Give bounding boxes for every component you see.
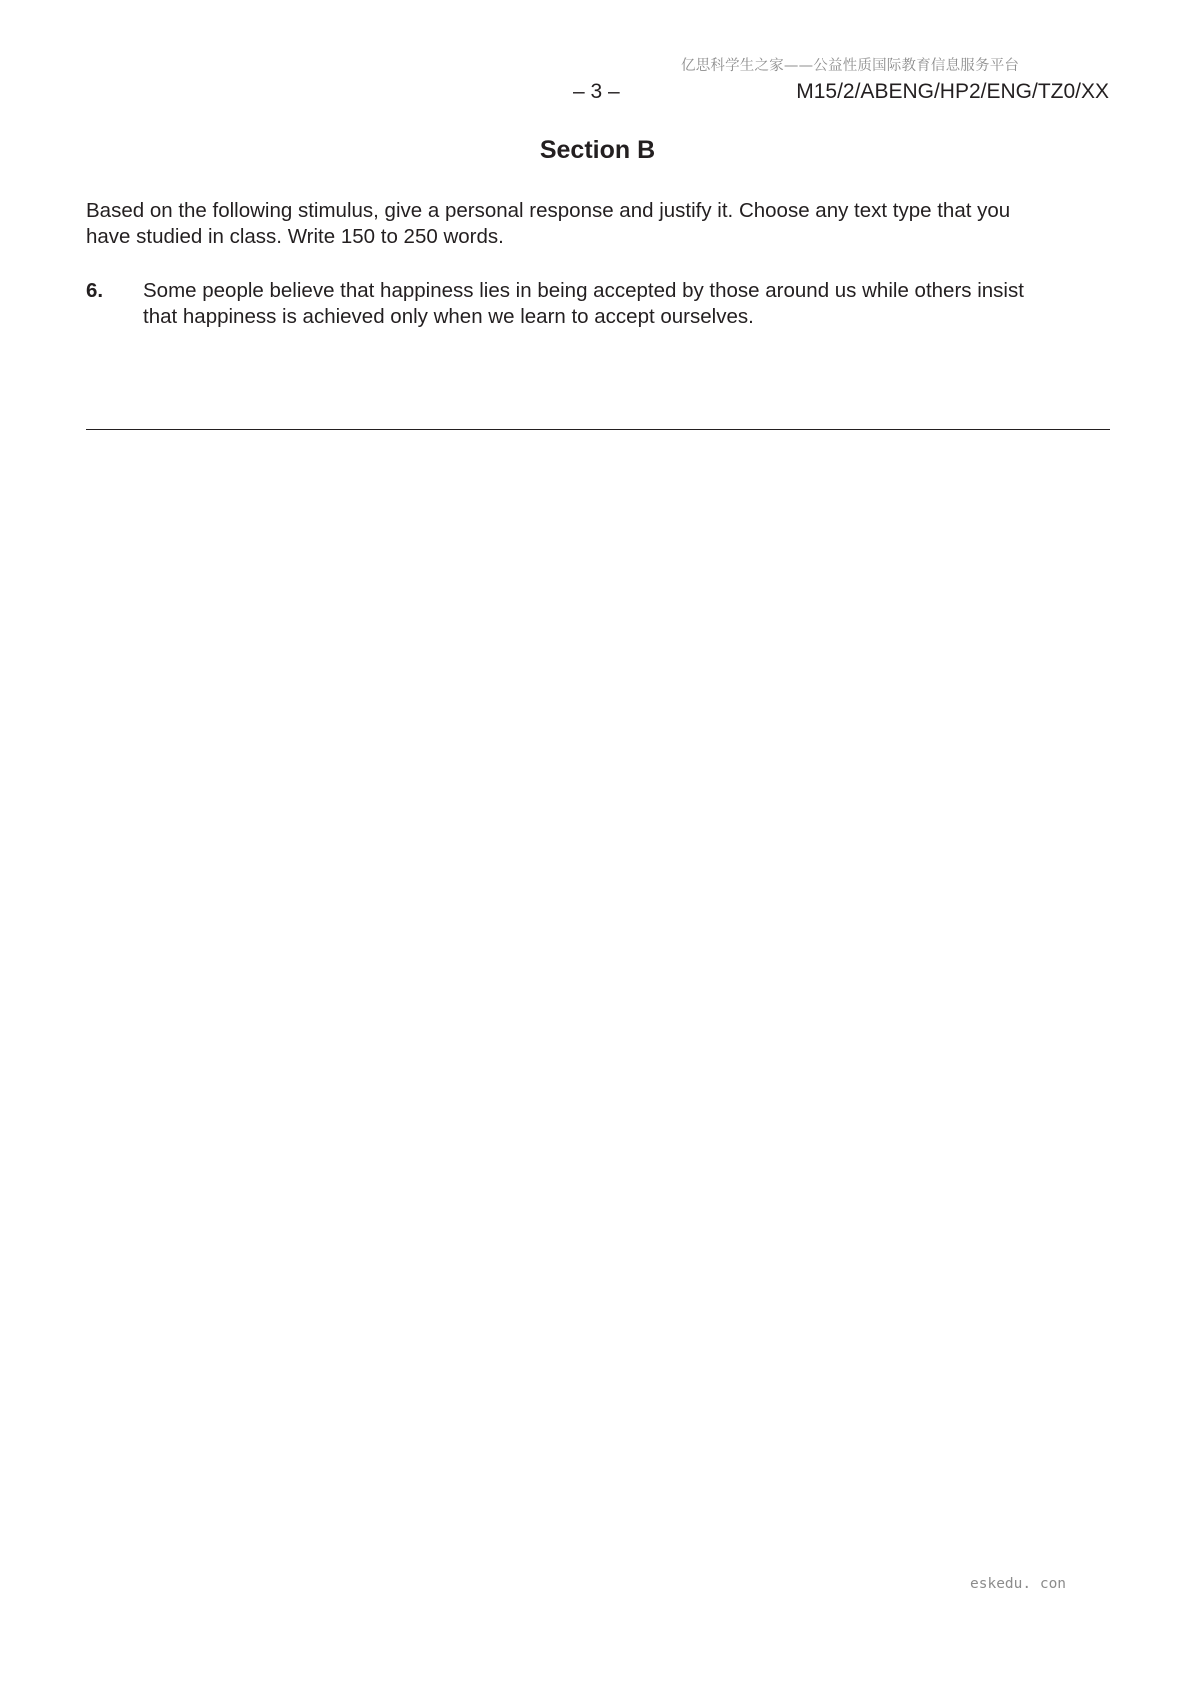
question-text <box>143 278 1183 330</box>
paper-code: M15/2/ABENG/HP2/ENG/TZ0/XX <box>796 80 1109 103</box>
question-number: 6. <box>86 279 104 302</box>
section-title: Section B <box>539 136 656 164</box>
question-text-line-1: Some people believe that happiness lies in being accepted by those around us while others insist <box>143 279 1024 302</box>
section-instructions <box>86 198 1126 250</box>
question-text-line-2: that happiness is achieved only when we learn to accept ourselves. <box>143 305 754 328</box>
instructions-line-1: Based on the following stimulus, give a personal response and justify it. Choose any text type that you <box>86 199 1011 222</box>
header-watermark: 亿思科学生之家——公益性质国际教育信息服务平台 <box>681 58 1020 74</box>
page-number: – 3 – <box>573 80 620 103</box>
section-divider <box>86 429 1110 430</box>
instructions-line-2: have studied in class. Write 150 to 250 words. <box>86 225 504 248</box>
footer-watermark: eskedu. con <box>970 1576 1067 1592</box>
